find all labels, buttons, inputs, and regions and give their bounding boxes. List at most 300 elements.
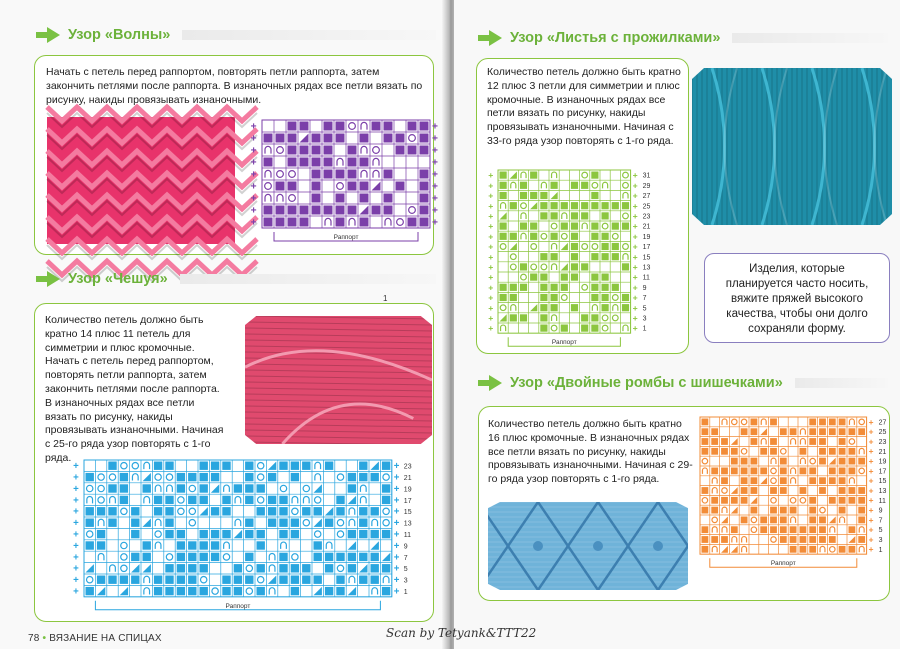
chart-cell-knit xyxy=(359,576,367,584)
chart-row-marker-left: + xyxy=(250,157,257,169)
chart-cell-knit xyxy=(760,448,767,455)
chart-cell-knit xyxy=(291,587,299,595)
chart-cell-knit xyxy=(86,541,94,549)
chart-cell-knit xyxy=(222,496,230,504)
chart-cell-knit xyxy=(530,233,537,240)
rapport-label: Раппорт xyxy=(770,560,796,568)
chart-cell-knit xyxy=(520,263,527,270)
chart-cell-knit xyxy=(809,546,816,553)
chart-row-marker-left: + xyxy=(488,312,494,323)
chart-row-marker: + xyxy=(393,575,400,587)
chart-cell-knit xyxy=(300,206,309,215)
chart-cell-knit xyxy=(849,428,856,435)
chart-cell-knit xyxy=(571,202,578,209)
chart-row-marker: + xyxy=(632,251,638,262)
chart-row-marker: + xyxy=(632,261,638,272)
scales-title: Узор «Чешуя» xyxy=(68,271,168,287)
chart-cell-knit xyxy=(581,314,588,321)
waves-chart xyxy=(252,116,442,248)
chart-cell-knit xyxy=(540,325,547,332)
chart-row-marker-left: + xyxy=(250,133,257,145)
chart-cell-knit xyxy=(325,587,333,595)
chart-cell-knit xyxy=(790,526,797,533)
chart-cell-knit xyxy=(741,477,748,484)
chart-row-marker: + xyxy=(632,323,638,334)
chart-cell-knit xyxy=(188,541,196,549)
section-title-waves xyxy=(36,27,436,43)
chart-cell-knit xyxy=(211,530,219,538)
chart-row-marker: + xyxy=(868,485,874,496)
chart-row-number: 13 xyxy=(642,264,651,272)
chart-cell-knit xyxy=(165,530,173,538)
chart-cell-knit xyxy=(120,496,128,504)
chart-cell-knit xyxy=(279,576,287,584)
chart-cell-knit xyxy=(780,458,787,465)
chart-row-number: 19 xyxy=(878,458,887,466)
chart-cell-knit xyxy=(300,158,309,167)
chart-cell-knit xyxy=(359,462,367,470)
chart-row-number: 19 xyxy=(403,486,412,494)
chart-cell-knit xyxy=(108,462,116,470)
chart-cell-knit xyxy=(200,553,208,561)
chart-cell-knit xyxy=(602,253,609,260)
chart-cell-knit xyxy=(288,182,297,191)
chart-row-marker-left: + xyxy=(73,540,79,552)
green-arrow-icon xyxy=(478,30,502,46)
chart-row-number: 23 xyxy=(403,463,412,471)
chart-cell-knit xyxy=(500,294,507,301)
rapport-label: Раппорт xyxy=(551,339,577,347)
chart-row-marker: + xyxy=(393,483,400,495)
chart-cell-knit xyxy=(510,314,517,321)
chart-cell-knit xyxy=(131,519,139,527)
chart-cell-knit xyxy=(234,564,242,572)
chart-cell-knit xyxy=(300,218,309,227)
chart-cell-knit xyxy=(591,274,598,281)
chart-cell-knit xyxy=(245,519,253,527)
chart-cell-knit xyxy=(849,487,856,494)
chart-cell-knit xyxy=(211,541,219,549)
chart-cell-knit xyxy=(360,158,369,167)
chart-cell-knit xyxy=(520,192,527,199)
chart-cell-knit xyxy=(751,507,758,514)
chart-cell-knit xyxy=(211,553,219,561)
chart-row-marker: + xyxy=(393,472,400,484)
chart-cell-knit xyxy=(279,507,287,515)
chart-cell-knit xyxy=(602,274,609,281)
chart-cell-knit xyxy=(819,458,826,465)
chart-row-number: 7 xyxy=(878,517,883,525)
chart-cell-knit xyxy=(324,134,333,143)
chart-cell-knit xyxy=(314,541,322,549)
chart-cell-knit xyxy=(143,541,151,549)
chart-cell-knit xyxy=(581,182,588,189)
chart-cell-knit xyxy=(760,526,767,533)
chart-cell-knit xyxy=(312,206,321,215)
chart-cell-knit xyxy=(581,263,588,270)
chart-cell-knit xyxy=(809,517,816,524)
chart-cell-knit xyxy=(200,496,208,504)
chart-row-marker-left: + xyxy=(73,518,79,530)
chart-cell-knit xyxy=(711,507,718,514)
chart-row-marker-left: + xyxy=(488,272,494,283)
chart-cell-knit xyxy=(551,284,558,291)
chart-cell-knit xyxy=(790,536,797,543)
chart-cell-knit xyxy=(131,507,139,515)
chart-cell-knit xyxy=(336,576,344,584)
chart-row-marker: + xyxy=(632,221,638,232)
chart-cell-knit xyxy=(770,438,777,445)
chart-cell-knit xyxy=(829,536,836,543)
chart-cell-knit xyxy=(612,284,619,291)
chart-row-marker: + xyxy=(432,169,438,181)
chart-row-marker: + xyxy=(432,133,438,145)
chart-cell-knit xyxy=(612,202,619,209)
chart-cell-knit xyxy=(288,206,297,215)
green-arrow-icon xyxy=(478,375,502,391)
chart-cell-knit xyxy=(500,172,507,179)
chart-row-marker-left: + xyxy=(488,180,494,191)
chart-cell-knit xyxy=(324,146,333,155)
chart-cell-knit xyxy=(188,473,196,481)
chart-cell-knit xyxy=(571,212,578,219)
chart-cell-knit xyxy=(288,158,297,167)
chart-cell-knit xyxy=(188,553,196,561)
chart-cell-knit xyxy=(721,536,728,543)
chart-cell-knit xyxy=(264,218,273,227)
chart-cell-knit xyxy=(312,194,321,203)
chart-cell-knit xyxy=(222,576,230,584)
chart-cell-knit xyxy=(165,576,173,584)
chart-cell-knit xyxy=(154,576,162,584)
chart-cell-knit xyxy=(268,496,276,504)
chart-row-marker: + xyxy=(868,446,874,457)
chart-cell-knit xyxy=(324,122,333,131)
chart-cell-knit xyxy=(177,473,185,481)
chart-cell-knit xyxy=(165,462,173,470)
chart-cell-knit xyxy=(731,526,738,533)
chart-cell-knit xyxy=(622,304,629,311)
chart-cell-knit xyxy=(741,487,748,494)
chart-cell-knit xyxy=(279,530,287,538)
chart-cell-knit xyxy=(420,170,429,179)
chart-row-marker: + xyxy=(868,495,874,506)
chart-row-marker-left: + xyxy=(73,461,79,473)
chart-row-marker: + xyxy=(432,181,438,193)
chart-cell-knit xyxy=(561,284,568,291)
chart-cell-knit xyxy=(360,218,369,227)
chart-cell-knit xyxy=(829,419,836,426)
chart-cell-knit xyxy=(809,428,816,435)
chart-row-marker: + xyxy=(632,302,638,313)
chart-cell-knit xyxy=(312,182,321,191)
chart-row-marker: + xyxy=(393,529,400,541)
chart-row-marker-left: + xyxy=(73,529,79,541)
green-arrow-icon xyxy=(36,27,60,43)
chart-cell-knit xyxy=(177,564,185,572)
section-title-scales xyxy=(36,271,436,287)
chart-cell-knit xyxy=(721,497,728,504)
chart-row-marker: + xyxy=(868,416,874,427)
chart-cell-knit xyxy=(819,419,826,426)
chart-row-number: 15 xyxy=(878,478,887,486)
chart-row-number: 7 xyxy=(403,554,408,562)
scales-marker: 1 xyxy=(383,294,388,303)
diamonds-photo xyxy=(488,502,688,590)
chart-cell-knit xyxy=(234,587,242,595)
chart-cell-knit xyxy=(420,182,429,191)
chart-cell-knit xyxy=(120,484,128,492)
chart-row-marker: + xyxy=(868,475,874,486)
chart-cell-knit xyxy=(760,468,767,475)
chart-cell-knit xyxy=(382,564,390,572)
chart-cell-knit xyxy=(829,448,836,455)
chart-cell-knit xyxy=(571,182,578,189)
chart-cell-knit xyxy=(288,146,297,155)
chart-cell-knit xyxy=(819,428,826,435)
chart-cell-knit xyxy=(177,553,185,561)
chart-cell-knit xyxy=(279,496,287,504)
chart-cell-knit xyxy=(325,462,333,470)
chart-cell-knit xyxy=(591,325,598,332)
chart-cell-knit xyxy=(520,182,527,189)
chart-cell-knit xyxy=(336,218,345,227)
chart-row-marker: + xyxy=(632,190,638,201)
chart-row-marker: + xyxy=(432,193,438,205)
chart-cell-knit xyxy=(540,212,547,219)
chart-row-marker: + xyxy=(868,514,874,525)
chart-cell-knit xyxy=(188,564,196,572)
chart-row-number: 17 xyxy=(403,497,412,505)
chart-cell-knit xyxy=(384,206,393,215)
chart-cell-knit xyxy=(780,468,787,475)
chart-cell-knit xyxy=(234,484,242,492)
chart-row-marker-left: + xyxy=(488,323,494,334)
chart-cell-knit xyxy=(602,284,609,291)
waves-photo xyxy=(47,117,235,244)
chart-cell-knit xyxy=(177,576,185,584)
chart-cell-knit xyxy=(751,419,758,426)
chart-cell-knit xyxy=(302,564,310,572)
chart-cell-knit xyxy=(780,428,787,435)
chart-row-marker-left: + xyxy=(73,472,79,484)
chart-cell-knit xyxy=(839,448,846,455)
chart-cell-knit xyxy=(188,576,196,584)
chart-cell-knit xyxy=(336,553,344,561)
chart-cell-knit xyxy=(551,182,558,189)
chart-cell-knit xyxy=(257,541,265,549)
chart-cell-knit xyxy=(371,530,379,538)
chart-cell-knit xyxy=(200,473,208,481)
chart-cell-knit xyxy=(751,487,758,494)
chart-cell-knit xyxy=(829,468,836,475)
chart-row-marker: + xyxy=(393,506,400,518)
chart-cell-knit xyxy=(288,134,297,143)
chart-cell-knit xyxy=(858,507,865,514)
chart-cell-knit xyxy=(500,182,507,189)
chart-cell-knit xyxy=(540,284,547,291)
chart-row-marker-left: + xyxy=(488,221,494,232)
leaves-description: Количество петель должно быть кратно 12 плюс 3 петли для симметрии и плюс кромочные. В изнаночных рядах все петли вязать по рисунку, накиды провязывать изнаночными. Начиная с 33-го ряда узор повторять с 1-го ряда. xyxy=(487,66,681,147)
chart-cell-knit xyxy=(790,428,797,435)
chart-row-marker: + xyxy=(432,205,438,217)
chart-cell-knit xyxy=(711,468,718,475)
chart-cell-knit xyxy=(622,223,629,230)
chart-row-number: 3 xyxy=(403,577,408,585)
chart-cell-knit xyxy=(372,122,381,131)
chart-cell-knit xyxy=(165,496,173,504)
chart-row-marker: + xyxy=(432,157,438,169)
leaves-chart xyxy=(486,166,691,348)
chart-cell-knit xyxy=(561,274,568,281)
chart-cell-knit xyxy=(371,507,379,515)
diamonds-description: Количество петель должно быть кратно 16 плюс кромочные. В изнаночных рядах все петли вязать по рисунку, накиды провязывать изнаночными. Начиная с 29-го ряда узор повторять с 1-го ряда. xyxy=(488,418,693,486)
chart-cell-knit xyxy=(211,462,219,470)
chart-cell-knit xyxy=(839,477,846,484)
chart-cell-knit xyxy=(819,448,826,455)
chart-cell-knit xyxy=(276,134,285,143)
chart-cell-knit xyxy=(177,587,185,595)
chart-cell-knit xyxy=(348,146,357,155)
chart-cell-knit xyxy=(372,206,381,215)
chart-cell-knit xyxy=(581,212,588,219)
chart-row-marker: + xyxy=(632,231,638,242)
chart-cell-knit xyxy=(396,146,405,155)
chart-cell-knit xyxy=(510,202,517,209)
chart-cell-knit xyxy=(809,526,816,533)
chart-row-number: 23 xyxy=(642,213,651,221)
chart-cell-knit xyxy=(222,462,230,470)
chart-cell-knit xyxy=(120,473,128,481)
chart-cell-knit xyxy=(591,233,598,240)
chart-cell-knit xyxy=(348,530,356,538)
chart-cell-knit xyxy=(420,134,429,143)
chart-cell-knit xyxy=(858,497,865,504)
chart-cell-knit xyxy=(420,194,429,203)
chart-cell-knit xyxy=(551,253,558,260)
chart-cell-knit xyxy=(500,223,507,230)
chart-cell-knit xyxy=(602,304,609,311)
chart-cell-knit xyxy=(360,194,369,203)
chart-cell-knit xyxy=(131,530,139,538)
chart-row-number: 3 xyxy=(642,315,647,323)
chart-cell-knit xyxy=(200,541,208,549)
chart-cell-knit xyxy=(188,587,196,595)
chart-cell-knit xyxy=(839,497,846,504)
chart-cell-knit xyxy=(336,507,344,515)
chart-row-number: 23 xyxy=(878,438,887,446)
chart-cell-knit xyxy=(602,294,609,301)
chart-cell-knit xyxy=(839,507,846,514)
chart-cell-knit xyxy=(849,526,856,533)
chart-cell-knit xyxy=(702,428,709,435)
chart-cell-knit xyxy=(780,487,787,494)
chart-cell-knit xyxy=(780,517,787,524)
chart-cell-knit xyxy=(858,517,865,524)
chart-cell-knit xyxy=(97,530,105,538)
chart-cell-knit xyxy=(396,134,405,143)
chart-cell-knit xyxy=(384,122,393,131)
chart-cell-knit xyxy=(382,496,390,504)
chart-cell-knit xyxy=(530,223,537,230)
chart-cell-knit xyxy=(551,202,558,209)
chart-cell-knit xyxy=(770,507,777,514)
chart-cell-knit xyxy=(561,325,568,332)
chart-row-number: 21 xyxy=(878,448,887,456)
chart-cell-knit xyxy=(741,458,748,465)
chart-cell-knit xyxy=(702,438,709,445)
chart-row-marker-left: + xyxy=(250,181,257,193)
chart-cell-knit xyxy=(348,553,356,561)
chart-row-marker: + xyxy=(393,461,400,473)
chart-cell-knit xyxy=(858,428,865,435)
chart-cell-knit xyxy=(540,274,547,281)
chart-row-marker: + xyxy=(868,524,874,535)
chart-cell-knit xyxy=(336,134,345,143)
chart-row-marker-left: + xyxy=(488,292,494,303)
chart-cell-knit xyxy=(177,541,185,549)
chart-cell-knit xyxy=(359,473,367,481)
chart-cell-knit xyxy=(702,487,709,494)
chart-cell-knit xyxy=(809,497,816,504)
chart-cell-knit xyxy=(336,496,344,504)
chart-row-marker: + xyxy=(868,534,874,545)
chart-cell-knit xyxy=(222,530,230,538)
chart-cell-knit xyxy=(551,212,558,219)
chart-row-marker: + xyxy=(432,217,438,229)
green-arrow-icon xyxy=(36,271,60,287)
chart-cell-knit xyxy=(612,253,619,260)
chart-cell-knit xyxy=(839,419,846,426)
chart-cell-knit xyxy=(571,253,578,260)
chart-cell-knit xyxy=(154,462,162,470)
chart-cell-knit xyxy=(790,546,797,553)
chart-cell-knit xyxy=(276,182,285,191)
chart-cell-knit xyxy=(200,564,208,572)
chart-cell-knit xyxy=(279,553,287,561)
chart-cell-knit xyxy=(154,587,162,595)
chart-row-marker: + xyxy=(868,505,874,516)
rapport-label: Раппорт xyxy=(333,234,359,241)
chart-cell-knit xyxy=(591,253,598,260)
chart-cell-knit xyxy=(581,202,588,209)
chart-cell-knit xyxy=(530,274,537,281)
chart-cell-knit xyxy=(108,507,116,515)
chart-cell-knit xyxy=(279,564,287,572)
chart-cell-knit xyxy=(211,507,219,515)
chart-cell-knit xyxy=(359,553,367,561)
chart-cell-knit xyxy=(348,170,357,179)
chart-cell-knit xyxy=(222,507,230,515)
chart-cell-knit xyxy=(622,263,629,270)
chart-cell-knit xyxy=(510,284,517,291)
scales-photo xyxy=(245,316,432,444)
chart-row-number: 31 xyxy=(642,172,651,180)
chart-cell-knit xyxy=(154,496,162,504)
chart-row-marker: + xyxy=(393,540,400,552)
chart-cell-knit xyxy=(819,438,826,445)
chart-cell-knit xyxy=(154,507,162,515)
chart-cell-knit xyxy=(188,496,196,504)
chart-row-marker: + xyxy=(868,426,874,437)
chart-cell-knit xyxy=(408,218,417,227)
chart-cell-knit xyxy=(591,284,598,291)
chart-cell-knit xyxy=(702,419,709,426)
chart-row-number: 21 xyxy=(403,474,412,482)
chart-cell-knit xyxy=(382,462,390,470)
chart-cell-knit xyxy=(530,172,537,179)
chart-cell-knit xyxy=(711,448,718,455)
